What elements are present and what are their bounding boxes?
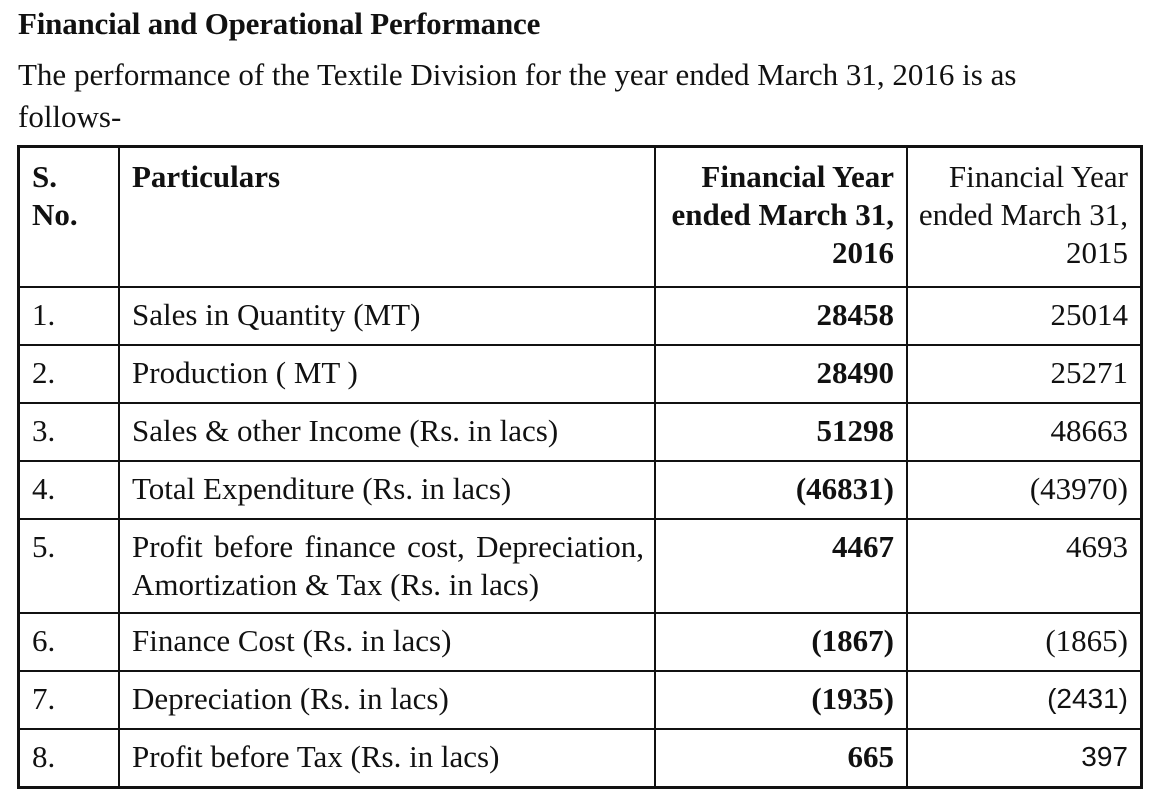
row-sno: 8.	[19, 729, 120, 788]
table-row	[19, 403, 1142, 461]
row-fy2016: 51298	[655, 403, 907, 461]
performance-table	[17, 145, 1143, 789]
row-particulars: Sales in Quantity (MT)	[119, 287, 655, 345]
row-particulars: Profit before finance cost, Depreciation, Amortization & Tax (Rs. in lacs)	[119, 519, 655, 613]
row-fy2016: 28458	[655, 287, 907, 345]
row-sno: 2.	[19, 345, 120, 403]
row-sno: 1.	[19, 287, 120, 345]
intro-paragraph: The performance of the Textile Division for the year ended March 31, 2016 is as follows-	[18, 57, 1017, 134]
header-sno: S. No.	[19, 147, 120, 288]
row-fy2015: 25271	[907, 345, 1142, 403]
table-row	[19, 519, 1142, 613]
header-fy2015: Financial Year ended March 31, 2015	[907, 147, 1142, 288]
table-row	[19, 345, 1142, 403]
row-fy2016: 665	[655, 729, 907, 788]
row-particulars: Total Expenditure (Rs. in lacs)	[119, 461, 655, 519]
header-fy2016: Financial Year ended March 31, 2016	[655, 147, 907, 288]
table-row	[19, 287, 1142, 345]
row-fy2016: 4467	[655, 519, 907, 613]
row-fy2016: 28490	[655, 345, 907, 403]
row-particulars: Production ( MT )	[119, 345, 655, 403]
table-row	[19, 671, 1142, 729]
header-particulars: Particulars	[119, 147, 655, 288]
row-fy2015: 25014	[907, 287, 1142, 345]
row-sno: 5.	[19, 519, 120, 613]
table-row	[19, 461, 1142, 519]
row-fy2016: (46831)	[655, 461, 907, 519]
row-fy2015: 397	[907, 729, 1142, 788]
performance-table-wrapper	[17, 145, 1143, 789]
row-sno: 3.	[19, 403, 120, 461]
row-sno: 4.	[19, 461, 120, 519]
table-row	[19, 613, 1142, 671]
row-fy2016: (1867)	[655, 613, 907, 671]
row-fy2015: 4693	[907, 519, 1142, 613]
table-header-row	[19, 147, 1142, 288]
row-sno: 7.	[19, 671, 120, 729]
row-particulars: Depreciation (Rs. in lacs)	[119, 671, 655, 729]
row-particulars: Finance Cost (Rs. in lacs)	[119, 613, 655, 671]
row-particulars: Sales & other Income (Rs. in lacs)	[119, 403, 655, 461]
row-fy2015: (1865)	[907, 613, 1142, 671]
row-fy2015: (43970)	[907, 461, 1142, 519]
row-sno: 6.	[19, 613, 120, 671]
row-fy2015: 48663	[907, 403, 1142, 461]
row-fy2015: (2431)	[907, 671, 1142, 729]
table-row	[19, 729, 1142, 788]
row-particulars: Profit before Tax (Rs. in lacs)	[119, 729, 655, 788]
section-heading: Financial and Operational Performance	[18, 6, 541, 41]
row-fy2016: (1935)	[655, 671, 907, 729]
